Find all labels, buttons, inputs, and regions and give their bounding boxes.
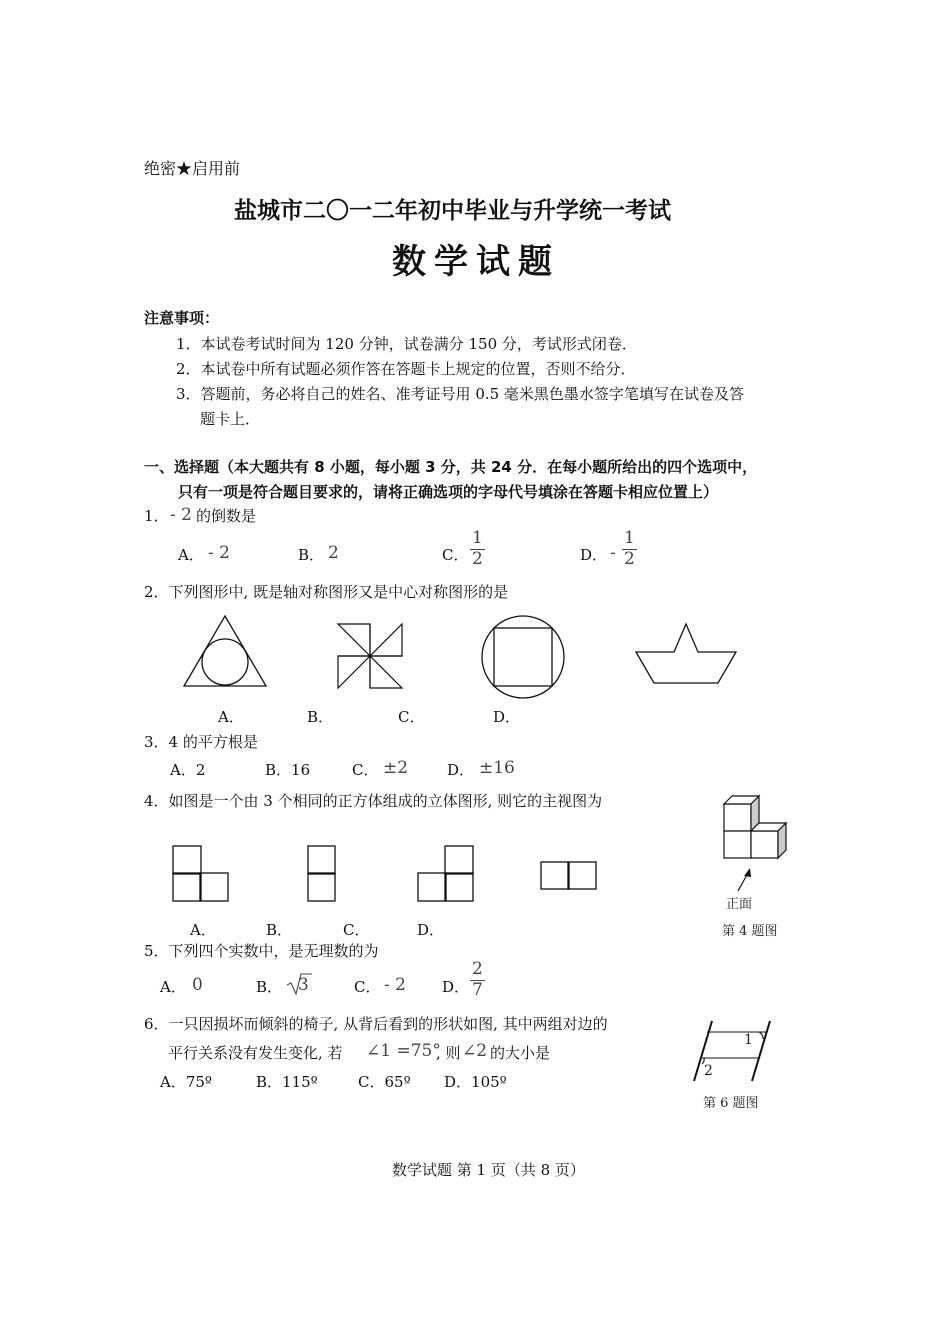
q4-label-c: C． — [343, 921, 370, 939]
q4-option-d-figure — [540, 861, 598, 891]
q5-d-numerator: 2 — [472, 959, 483, 979]
q4-label-b: B． — [266, 921, 293, 939]
q6-stem-line2a: 平行关系没有发生变化, 若 — [168, 1044, 343, 1062]
q4-figure-caption: 第 4 题图 — [722, 924, 778, 939]
q4-option-c-figure — [417, 845, 475, 903]
q2-stem: 2．下列图形中, 既是轴对称图形又是中心对称图形的是 — [144, 583, 509, 601]
q6-option-a: A．75º — [160, 1073, 212, 1091]
page-footer: 数学试题 第 1 页（共 8 页） — [392, 1161, 585, 1179]
secret-label: 绝密★启用前 — [144, 159, 241, 178]
q3-stem: 3．4 的平方根是 — [144, 733, 258, 751]
q5-option-c-label: C． — [354, 978, 381, 996]
q6-stem-line2c: 的大小是 — [490, 1044, 551, 1062]
q5-option-d-fraction — [470, 960, 485, 1000]
q2-label-b: B． — [307, 708, 334, 726]
q1-option-d-sign: - — [610, 543, 616, 563]
notes-heading: 注意事项： — [144, 309, 220, 327]
q6-option-d: D．105º — [444, 1073, 507, 1091]
q5-option-a-value: 0 — [192, 975, 203, 995]
q1-stem: 的倒数是 — [196, 507, 257, 525]
note-item-3: 3．答题前，务必将自己的姓名、准考证号用 0.5 毫米黑色墨水签字笔填写在试卷及答 — [176, 385, 744, 403]
q5-option-d-label: D． — [442, 978, 470, 996]
q6-stem-line1: 6．一只因损坏而倾斜的椅子, 从背后看到的形状如图, 其中两组对边的 — [144, 1015, 608, 1033]
q1-expr: - 2 — [170, 505, 192, 525]
q6-chair-figure — [690, 1017, 775, 1085]
q4-cubes-3d-figure — [718, 792, 796, 892]
q1-number: 1． — [144, 507, 169, 525]
q6-angle1-label: 1 — [744, 1032, 753, 1048]
q4-front-label: 正面 — [726, 897, 753, 912]
q5-option-b-label: B． — [256, 978, 283, 996]
q5-option-a-label: A． — [160, 978, 186, 996]
q1-option-c-label: C． — [442, 546, 469, 564]
q4-option-b-figure — [307, 845, 337, 903]
q1-option-a-label: A． — [178, 546, 204, 564]
q6-angle1-expr: ∠1 =75° — [366, 1041, 441, 1061]
q3-option-c-label: C． — [352, 761, 379, 779]
q1-option-d-fraction — [622, 529, 637, 569]
q2-label-c: C． — [398, 708, 425, 726]
q2-figure-b-pinwheel — [334, 620, 406, 692]
q6-angle2-label: 2 — [704, 1063, 713, 1079]
q1-d-numerator: 1 — [624, 528, 635, 548]
q1-d-denominator: 2 — [624, 548, 635, 569]
q3-option-d-label: D． — [447, 761, 475, 779]
subject-title: 数学试题 — [392, 242, 560, 282]
q4-option-a-figure — [172, 845, 230, 903]
q6-option-b: B．115º — [256, 1073, 318, 1091]
q2-label-a: A． — [218, 708, 244, 726]
q5-option-b-value: 3 — [298, 975, 309, 995]
q1-c-numerator: 1 — [472, 528, 483, 548]
q5-d-denominator: 7 — [472, 979, 483, 1000]
q4-label-a: A． — [190, 921, 216, 939]
q6-option-c: C．65º — [358, 1073, 411, 1091]
q2-label-d: D． — [493, 708, 521, 726]
q6-angle2: ∠2 — [462, 1041, 488, 1061]
q1-option-d-label: D． — [580, 546, 608, 564]
q3-option-c-value: ±2 — [383, 758, 409, 778]
q1-option-a-value: - 2 — [208, 543, 230, 563]
q5-option-c-value: - 2 — [384, 975, 406, 995]
section-heading-line1: 一、选择题（本大题共有 8 小题，每小题 3 分，共 24 分．在每小题所给出的四个选项中， — [144, 458, 758, 476]
note-item-3-cont: 题卡上． — [200, 410, 261, 428]
q3-option-d-value: ±16 — [479, 758, 515, 778]
note-item-1: 1．本试卷考试时间为 120 分钟，试卷满分 150 分，考试形式闭卷． — [176, 335, 637, 353]
q4-stem: 4．如图是一个由 3 个相同的正方体组成的立体图形, 则它的主视图为 — [144, 792, 603, 810]
q6-figure-caption: 第 6 题图 — [703, 1096, 759, 1111]
q1-option-b-label: B． — [298, 546, 325, 564]
exam-title: 盐城市二〇一二年初中毕业与升学统一考试 — [234, 198, 671, 224]
note-item-2: 2．本试卷中所有试题必须作答在答题卡上规定的位置，否则不给分． — [176, 360, 636, 378]
q1-option-c-fraction — [470, 529, 485, 569]
q3-option-b: B．16 — [265, 761, 311, 779]
q1-option-b-value: 2 — [328, 543, 339, 563]
q3-option-a: A．2 — [170, 761, 206, 779]
q1-c-denominator: 2 — [472, 548, 483, 569]
q6-stem-line2b: , 则 — [436, 1044, 461, 1062]
q4-label-d: D． — [417, 921, 445, 939]
q5-stem: 5．下列四个实数中，是无理数的为 — [144, 942, 379, 960]
section-heading-line2: 只有一项是符合题目要求的，请将正确选项的字母代号填涂在答题卡相应位置上） — [178, 483, 719, 501]
q2-figure-c-circle-square — [478, 612, 568, 702]
q2-figure-a-triangle-circle — [180, 612, 270, 692]
q2-figure-d-boat — [632, 620, 742, 688]
